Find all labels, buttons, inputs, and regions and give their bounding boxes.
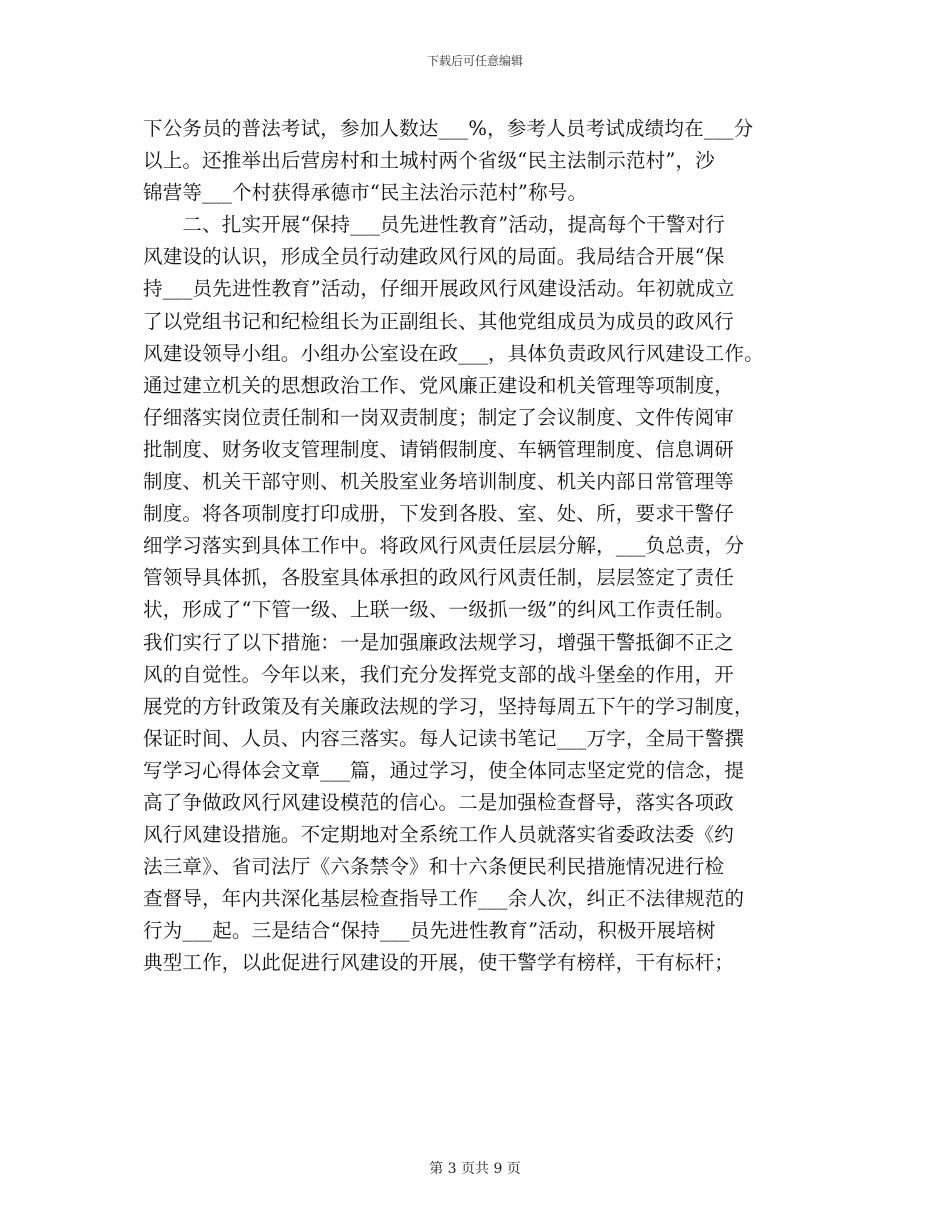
text-line: 法三章》、省司法厅《六条禁令》和十六条便民利民措施情况进行检 xyxy=(143,855,725,879)
text-line: 仔细落实岗位责任制和一岗双责制度；制定了会议制度、文件传阅审 xyxy=(143,405,735,429)
text-line: 保证时间、人员、内容三落实。每人记读书笔记___万字，全局干警撰 xyxy=(143,726,745,750)
text-line: 下公务员的普法考试，参加人数达___%，参考人员考试成绩均在___分 xyxy=(143,117,754,140)
text-line: 锦营等___个村获得承德市“民主法治示范村”称号。 xyxy=(143,181,588,205)
text-line: 查督导，年内共深化基层检查指导工作___余人次，纠正不法律规范的 xyxy=(143,887,745,911)
text-line: 通过建立机关的思想政治工作、党风廉正建设和机关管理等项制度， xyxy=(143,373,735,397)
text-line: 写学习心得体会文章___篇，通过学习，使全体同志坚定党的信念，提 xyxy=(143,758,745,782)
text-line: 以上。还推举出后营房村和土城村两个省级“民主法制示范村”，沙 xyxy=(143,149,715,173)
text-line: 我们实行了以下措施：一是加强廉政法规学习，增强干警抵御不正之 xyxy=(143,630,735,654)
page-header: 下载后可任意编辑 xyxy=(426,54,523,68)
text-line: 二、扎实开展“保持___员先进性教育”活动，提高每个干警对行 xyxy=(143,213,726,237)
text-line: 高了争做政风行风建设模范的信心。二是加强检查督导，落实各项政 xyxy=(143,790,735,814)
text-line: 细学习落实到具体工作中。将政风行风责任层层分解，___负总责，分 xyxy=(143,534,745,558)
text-line: 风建设的认识，形成全员行动建政风行风的局面。我局结合开展“保 xyxy=(143,245,725,269)
text-line: 风行风建设措施。不定期地对全系统工作人员就落实省委政法委《约 xyxy=(143,823,735,847)
text-line: 制度。将各项制度打印成册，下发到各股、室、处、所，要求干警仔 xyxy=(143,502,735,526)
text-line: 状，形成了“下管一级、上联一级、一级抓一级”的纠风工作责任制。 xyxy=(143,598,735,622)
text-line: 行为___起。三是结合“保持___员先进性教育”活动，积极开展培树 xyxy=(143,919,716,943)
text-line: 批制度、财务收支管理制度、请销假制度、车辆管理制度、信息调研 xyxy=(143,437,735,461)
page-number: 第 3 页共 9 页 xyxy=(429,1161,521,1177)
text-line: 制度、机关干部守则、机关股室业务培训制度、机关内部日常管理等 xyxy=(143,470,735,494)
text-line: 风建设领导小组。小组办公室设在政___，具体负责政风行风建设工作。 xyxy=(143,341,764,365)
text-line: 持___员先进性教育”活动，仔细开展政风行风建设活动。年初就成立 xyxy=(143,277,735,301)
text-line: 风的自觉性。今年以来，我们充分发挥党支部的战斗堡垒的作用，开 xyxy=(143,662,735,686)
text-line: 典型工作，以此促进行风建设的开展，使干警学有榜样，干有标杆； xyxy=(143,951,735,975)
document-body xyxy=(143,113,813,980)
text-line: 展党的方针政策及有关廉政法规的学习，坚持每周五下午的学习制度， xyxy=(143,694,754,718)
text-line: 管领导具体抓，各股室具体承担的政风行风责任制，层层签定了责任 xyxy=(143,566,735,590)
text-line: 了以党组书记和纪检组长为正副组长、其他党组成员为成员的政风行 xyxy=(143,309,735,333)
